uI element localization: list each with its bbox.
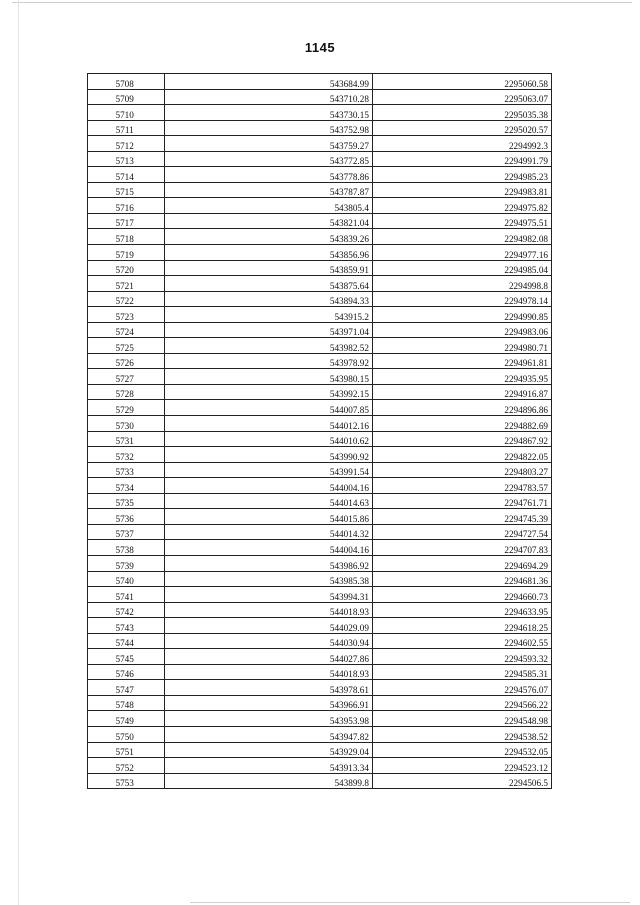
x-coordinate-cell: 543759.27 [165, 136, 373, 152]
x-coordinate-cell: 543752.98 [165, 120, 373, 136]
table-row [88, 555, 552, 571]
point-id-cell: 5713 [88, 151, 165, 167]
point-id-cell: 5732 [88, 447, 165, 463]
y-coordinate-cell: 2294548.98 [372, 711, 551, 727]
table-row [88, 338, 552, 354]
x-coordinate-cell: 543821.04 [165, 213, 373, 229]
table-row [88, 633, 552, 649]
x-coordinate-cell: 544014.32 [165, 524, 373, 540]
y-coordinate-cell: 2295020.57 [372, 120, 551, 136]
x-coordinate-cell: 543710.28 [165, 89, 373, 105]
table-row [88, 509, 552, 525]
y-coordinate-cell: 2294585.31 [372, 664, 551, 680]
x-coordinate-cell: 543913.34 [165, 758, 373, 774]
y-coordinate-cell: 2294985.04 [372, 260, 551, 276]
point-id-cell: 5747 [88, 680, 165, 696]
point-id-cell: 5712 [88, 136, 165, 152]
point-id-cell: 5711 [88, 120, 165, 136]
y-coordinate-cell: 2294633.95 [372, 602, 551, 618]
y-coordinate-cell: 2294961.81 [372, 353, 551, 369]
point-id-cell: 5734 [88, 478, 165, 494]
x-coordinate-cell: 544007.85 [165, 400, 373, 416]
table-row [88, 229, 552, 245]
table-row [88, 540, 552, 556]
y-coordinate-cell: 2294990.85 [372, 307, 551, 323]
x-coordinate-cell: 543990.92 [165, 447, 373, 463]
y-coordinate-cell: 2294983.06 [372, 322, 551, 338]
y-coordinate-cell: 2294980.71 [372, 338, 551, 354]
table-row [88, 260, 552, 276]
x-coordinate-cell: 544004.16 [165, 540, 373, 556]
x-coordinate-cell: 543929.04 [165, 742, 373, 758]
point-id-cell: 5731 [88, 431, 165, 447]
point-id-cell: 5738 [88, 540, 165, 556]
x-coordinate-cell: 544010.62 [165, 431, 373, 447]
point-id-cell: 5742 [88, 602, 165, 618]
x-coordinate-cell: 544014.63 [165, 493, 373, 509]
x-coordinate-cell: 543986.92 [165, 555, 373, 571]
x-coordinate-cell: 543978.61 [165, 680, 373, 696]
y-coordinate-cell: 2294576.07 [372, 680, 551, 696]
point-id-cell: 5743 [88, 618, 165, 634]
x-coordinate-cell: 543899.8 [165, 773, 373, 789]
x-coordinate-cell: 543778.86 [165, 167, 373, 183]
point-id-cell: 5748 [88, 695, 165, 711]
point-id-cell: 5725 [88, 338, 165, 354]
y-coordinate-cell: 2294602.55 [372, 633, 551, 649]
table-row [88, 353, 552, 369]
y-coordinate-cell: 2295060.58 [372, 74, 551, 90]
table-row [88, 478, 552, 494]
point-id-cell: 5724 [88, 322, 165, 338]
point-id-cell: 5753 [88, 773, 165, 789]
page-top-edge [12, 2, 632, 3]
table-row [88, 726, 552, 742]
y-coordinate-cell: 2294998.8 [372, 276, 551, 292]
point-id-cell: 5741 [88, 587, 165, 603]
point-id-cell: 5722 [88, 291, 165, 307]
x-coordinate-cell: 543787.87 [165, 182, 373, 198]
y-coordinate-cell: 2294803.27 [372, 462, 551, 478]
y-coordinate-cell: 2294727.54 [372, 524, 551, 540]
table-row [88, 711, 552, 727]
y-coordinate-cell: 2294538.52 [372, 726, 551, 742]
point-id-cell: 5709 [88, 89, 165, 105]
point-id-cell: 5752 [88, 758, 165, 774]
y-coordinate-cell: 2294977.16 [372, 245, 551, 261]
point-id-cell: 5718 [88, 229, 165, 245]
table-row [88, 151, 552, 167]
point-id-cell: 5717 [88, 213, 165, 229]
y-coordinate-cell: 2294783.57 [372, 478, 551, 494]
x-coordinate-cell: 544012.16 [165, 416, 373, 432]
point-id-cell: 5730 [88, 416, 165, 432]
y-coordinate-cell: 2294882.69 [372, 416, 551, 432]
coordinates-table-body [88, 74, 552, 789]
y-coordinate-cell: 2294532.05 [372, 742, 551, 758]
y-coordinate-cell: 2294985.23 [372, 167, 551, 183]
x-coordinate-cell: 543994.31 [165, 587, 373, 603]
y-coordinate-cell: 2294978.14 [372, 291, 551, 307]
x-coordinate-cell: 543915.2 [165, 307, 373, 323]
x-coordinate-cell: 543947.82 [165, 726, 373, 742]
table-row [88, 462, 552, 478]
table-row [88, 167, 552, 183]
x-coordinate-cell: 543856.96 [165, 245, 373, 261]
table-row [88, 664, 552, 680]
table-row [88, 291, 552, 307]
x-coordinate-cell: 543859.91 [165, 260, 373, 276]
point-id-cell: 5714 [88, 167, 165, 183]
table-row [88, 369, 552, 385]
y-coordinate-cell: 2294975.51 [372, 213, 551, 229]
y-coordinate-cell: 2294991.79 [372, 151, 551, 167]
point-id-cell: 5740 [88, 571, 165, 587]
y-coordinate-cell: 2294618.25 [372, 618, 551, 634]
table-row [88, 416, 552, 432]
table-row [88, 773, 552, 789]
y-coordinate-cell: 2295035.38 [372, 105, 551, 121]
page-bottom-edge [190, 902, 630, 903]
point-id-cell: 5723 [88, 307, 165, 323]
x-coordinate-cell: 543991.54 [165, 462, 373, 478]
table-row [88, 758, 552, 774]
table-row [88, 680, 552, 696]
x-coordinate-cell: 544004.16 [165, 478, 373, 494]
table-row [88, 618, 552, 634]
table-row [88, 322, 552, 338]
y-coordinate-cell: 2294506.5 [372, 773, 551, 789]
y-coordinate-cell: 2294707.83 [372, 540, 551, 556]
x-coordinate-cell: 543684.99 [165, 74, 373, 90]
y-coordinate-cell: 2294983.81 [372, 182, 551, 198]
x-coordinate-cell: 543839.26 [165, 229, 373, 245]
point-id-cell: 5749 [88, 711, 165, 727]
y-coordinate-cell: 2294593.32 [372, 649, 551, 665]
y-coordinate-cell: 2294822.05 [372, 447, 551, 463]
table-row [88, 74, 552, 90]
table-row [88, 571, 552, 587]
y-coordinate-cell: 2294745.39 [372, 509, 551, 525]
point-id-cell: 5744 [88, 633, 165, 649]
x-coordinate-cell: 543966.91 [165, 695, 373, 711]
table-row [88, 431, 552, 447]
x-coordinate-cell: 543805.4 [165, 198, 373, 214]
x-coordinate-cell: 544018.93 [165, 664, 373, 680]
point-id-cell: 5715 [88, 182, 165, 198]
table-row [88, 307, 552, 323]
y-coordinate-cell: 2294916.87 [372, 384, 551, 400]
y-coordinate-cell: 2294566.22 [372, 695, 551, 711]
table-row [88, 213, 552, 229]
y-coordinate-cell: 2294761.71 [372, 493, 551, 509]
x-coordinate-cell: 543980.15 [165, 369, 373, 385]
table-row [88, 120, 552, 136]
y-coordinate-cell: 2294694.29 [372, 555, 551, 571]
y-coordinate-cell: 2294975.82 [372, 198, 551, 214]
x-coordinate-cell: 543992.15 [165, 384, 373, 400]
point-id-cell: 5721 [88, 276, 165, 292]
table-row [88, 493, 552, 509]
point-id-cell: 5739 [88, 555, 165, 571]
table-row [88, 524, 552, 540]
point-id-cell: 5735 [88, 493, 165, 509]
y-coordinate-cell: 2294523.12 [372, 758, 551, 774]
y-coordinate-cell: 2294660.73 [372, 587, 551, 603]
table-row [88, 695, 552, 711]
y-coordinate-cell: 2294681.36 [372, 571, 551, 587]
table-row [88, 136, 552, 152]
table-row [88, 384, 552, 400]
table-row [88, 89, 552, 105]
point-id-cell: 5751 [88, 742, 165, 758]
table-row [88, 742, 552, 758]
x-coordinate-cell: 543971.04 [165, 322, 373, 338]
point-id-cell: 5736 [88, 509, 165, 525]
coordinates-table [87, 73, 552, 789]
x-coordinate-cell: 544027.86 [165, 649, 373, 665]
x-coordinate-cell: 544015.86 [165, 509, 373, 525]
y-coordinate-cell: 2294935.95 [372, 369, 551, 385]
y-coordinate-cell: 2294982.08 [372, 229, 551, 245]
point-id-cell: 5710 [88, 105, 165, 121]
page-number: 1145 [304, 40, 336, 55]
table-row [88, 276, 552, 292]
x-coordinate-cell: 543730.15 [165, 105, 373, 121]
x-coordinate-cell: 544029.09 [165, 618, 373, 634]
x-coordinate-cell: 543978.92 [165, 353, 373, 369]
x-coordinate-cell: 544030.94 [165, 633, 373, 649]
page-left-edge [18, 0, 19, 905]
x-coordinate-cell: 543772.85 [165, 151, 373, 167]
table-row [88, 245, 552, 261]
table-row [88, 587, 552, 603]
point-id-cell: 5708 [88, 74, 165, 90]
point-id-cell: 5728 [88, 384, 165, 400]
x-coordinate-cell: 543953.98 [165, 711, 373, 727]
point-id-cell: 5716 [88, 198, 165, 214]
table-row [88, 182, 552, 198]
table-row [88, 602, 552, 618]
y-coordinate-cell: 2294867.92 [372, 431, 551, 447]
point-id-cell: 5726 [88, 353, 165, 369]
x-coordinate-cell: 543985.38 [165, 571, 373, 587]
table-row [88, 198, 552, 214]
x-coordinate-cell: 543982.52 [165, 338, 373, 354]
point-id-cell: 5727 [88, 369, 165, 385]
point-id-cell: 5719 [88, 245, 165, 261]
point-id-cell: 5746 [88, 664, 165, 680]
point-id-cell: 5745 [88, 649, 165, 665]
y-coordinate-cell: 2295063.07 [372, 89, 551, 105]
x-coordinate-cell: 543894.33 [165, 291, 373, 307]
table-row [88, 649, 552, 665]
table-row [88, 400, 552, 416]
point-id-cell: 5737 [88, 524, 165, 540]
x-coordinate-cell: 543875.64 [165, 276, 373, 292]
y-coordinate-cell: 2294896.86 [372, 400, 551, 416]
point-id-cell: 5720 [88, 260, 165, 276]
y-coordinate-cell: 2294992.3 [372, 136, 551, 152]
table-row [88, 447, 552, 463]
point-id-cell: 5729 [88, 400, 165, 416]
table-row [88, 105, 552, 121]
point-id-cell: 5733 [88, 462, 165, 478]
x-coordinate-cell: 544018.93 [165, 602, 373, 618]
point-id-cell: 5750 [88, 726, 165, 742]
